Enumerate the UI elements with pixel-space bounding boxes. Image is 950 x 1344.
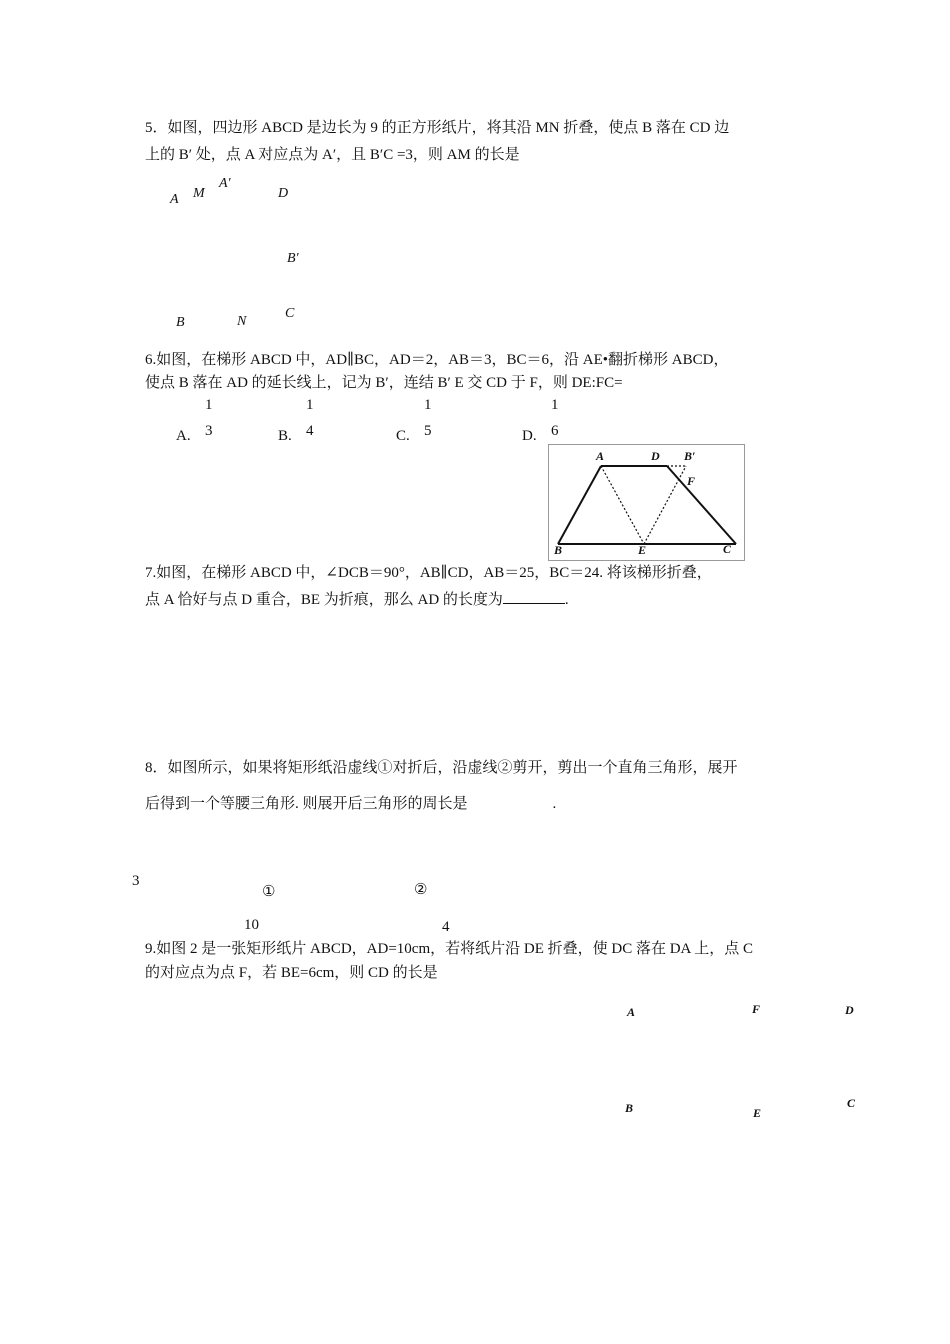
q5-label-b-prime: B′ — [287, 251, 299, 266]
q5-label-a: A — [170, 192, 179, 207]
q6-fig-label-e: E — [638, 543, 647, 557]
q8-label-ten: 10 — [244, 917, 259, 933]
q6-segment-ae — [601, 466, 644, 544]
q6-option-b-den: 4 — [306, 423, 314, 439]
q8-label-circle-two: ② — [414, 882, 428, 898]
q5-label-c: C — [285, 306, 295, 321]
q6-option-b-num: 1 — [306, 397, 314, 413]
q7-text-line2 — [145, 589, 569, 608]
q7-answer-blank — [503, 589, 565, 604]
q6-option-a-num: 1 — [205, 397, 213, 413]
q9-label-d: D — [845, 1003, 854, 1017]
q8-label-four: 4 — [442, 919, 450, 935]
q6-option-a-letter: A. — [176, 428, 191, 444]
q6-fig-label-a: A — [596, 449, 605, 463]
q8-label-circle-one: ① — [262, 884, 276, 900]
q6-option-c-letter: C. — [396, 428, 410, 444]
q5-label-n: N — [237, 314, 247, 329]
q6-option-a-den: 3 — [205, 423, 213, 439]
q9-text-line1: 9.如图 2 是一张矩形纸片 ABCD，AD=10cm，若将纸片沿 DE 折叠，使 DC 落在 DA 上，点 C — [145, 941, 754, 957]
q6-option-c-den: 5 — [424, 423, 432, 439]
q5-text-line2: 上的 B′ 处，点 A 对应点为 A′，且 B′C =3，则 AM 的长是 — [145, 147, 520, 163]
q6-option-c-num: 1 — [424, 397, 432, 413]
q8-text-line2 — [145, 797, 556, 812]
q8-line2-period: . — [552, 796, 557, 812]
q5-text-line1: 5．如图，四边形 ABCD 是边长为 9 的正方形纸片，将其沿 MN 折叠，使点 B 落在 CD 边 — [145, 120, 730, 136]
q9-label-a: A — [627, 1005, 636, 1019]
q6-option-d-den: 6 — [551, 423, 559, 439]
q8-text-line1: 8．如图所示，如果将矩形纸沿虚线①对折后，沿虚线②剪开，剪出一个直角三角形，展开 — [145, 760, 738, 776]
q7-line2-period: . — [564, 592, 569, 608]
q8-line2-text: 后得到一个等腰三角形. 则展开后三角形的周长是 — [145, 796, 468, 812]
q6-segment-dc — [667, 466, 736, 544]
q7-line2-text: 点 A 恰好与点 D 重合，BE 为折痕，那么 AD 的长度为 — [145, 592, 503, 608]
q6-fig-label-d: D — [651, 449, 660, 463]
q6-option-d-num: 1 — [551, 397, 559, 413]
q6-trapezoid-svg — [549, 445, 744, 560]
q5-label-a-prime: A′ — [219, 176, 231, 191]
q9-text-line2: 的对应点为点 F，若 BE=6cm，则 CD 的长是 — [145, 965, 438, 981]
q6-fig-label-b: B — [554, 543, 563, 557]
q6-segment-ab — [558, 466, 601, 544]
q6-fig-label-f: F — [687, 474, 696, 488]
q6-segment-eb-prime — [644, 466, 686, 544]
q7-text-line1: 7.如图，在梯形 ABCD 中，∠DCB＝90°，AB∥CD，AB＝25，BC＝24. 将该梯形折叠， — [145, 565, 712, 581]
q9-label-f: F — [752, 1002, 761, 1016]
q6-text-line1: 6.如图，在梯形 ABCD 中，AD∥BC，AD＝2，AB＝3，BC＝6，沿 AE•翻折梯形 ABCD， — [145, 352, 729, 368]
q6-fig-label-b-prime: B′ — [684, 449, 696, 463]
q6-option-b-letter: B. — [278, 428, 292, 444]
q9-label-b: B — [625, 1101, 634, 1115]
q9-label-c: C — [847, 1096, 856, 1110]
q6-option-d-letter: D. — [522, 428, 537, 444]
q5-label-b: B — [176, 315, 185, 330]
q6-trapezoid-figure — [548, 444, 745, 561]
q8-label-three: 3 — [132, 873, 140, 889]
q5-label-m: M — [193, 186, 205, 201]
q6-text-line2: 使点 B 落在 AD 的延长线上，记为 B′，连结 B′ E 交 CD 于 F，则 DE:FC= — [145, 375, 623, 391]
q5-label-d: D — [278, 186, 289, 201]
q9-label-e: E — [753, 1106, 762, 1120]
q6-fig-label-c: C — [723, 542, 732, 556]
